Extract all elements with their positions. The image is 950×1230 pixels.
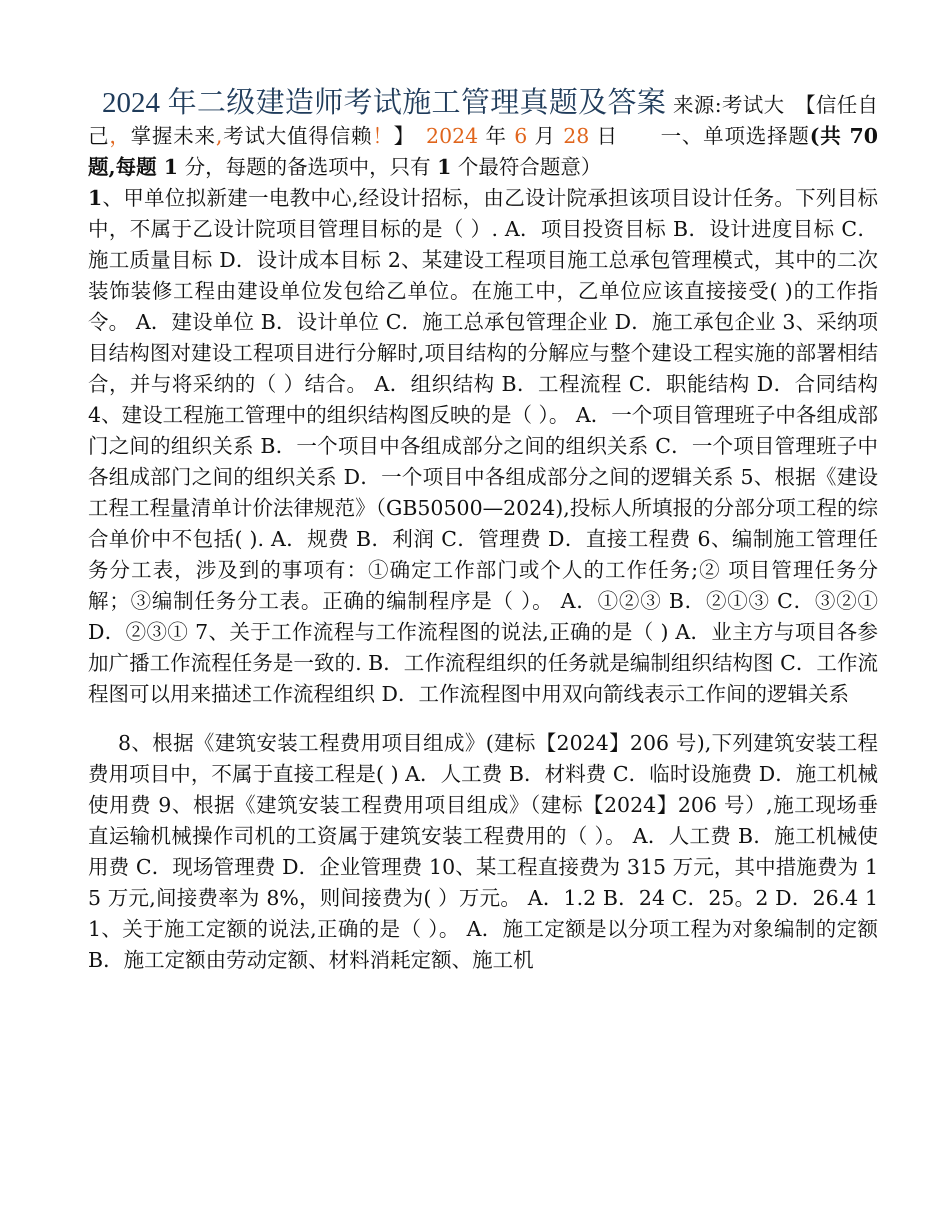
date-year: 2024: [426, 124, 479, 148]
question-score: 1: [163, 155, 179, 179]
date-year-char: 年: [478, 124, 515, 148]
slogan-comma: ，: [109, 124, 131, 148]
best-option-count: 1: [437, 155, 452, 179]
slogan-exclamation: ！: [372, 124, 394, 148]
source-site: 考试大: [721, 93, 785, 117]
document-title: 2024 年二级建造师考试施工管理真题及答案: [102, 87, 667, 119]
date-day-char: 日: [589, 124, 618, 148]
date-month: 6: [514, 124, 528, 148]
section-one-paren: (共: [809, 124, 850, 148]
slogan-open: 【信任自己: [88, 93, 879, 148]
slogan-comma-2: ,: [215, 124, 223, 148]
question-count: 70: [849, 124, 879, 148]
question-1-number: 1: [88, 186, 103, 210]
source-label: 来源:: [673, 93, 722, 117]
date-day: 28: [563, 124, 590, 148]
slogan-rest: 考试大值得信赖: [222, 124, 373, 148]
date-month-char: 月: [527, 124, 564, 148]
questions-1-7-text: 、甲单位拟新建一电教中心,经设计招标，由乙设计院承担该项目设计任务。下列目标中，不属于乙设计院项目管理目标的是（ ）. A．项目投资目标 B．设计进度目标 C．施工质量目标 D．设计成本目标 2、某建设工程项目施工总承包管理模式，其中的二次装饰装修工程由建设单位发包给乙单位。在施工中，乙单位应该直接接受( )的工作指令。 A．建设单位 B．设计单位 C．施工总承包管理企业 D．施工承包企业 3、采纳项目结构图对建设工程项目进行分解时,项目结构的分解应与整个建设工程实施的部署相结合，并与将采纳的（ ）结合。 A．组织结构 B．工程流程 C．职能结构 D．合同结构 4、建设工程施工管理中的组织结构图反映的是（ ）。 A．一个项目管理班子中各组成部门之间的组织关系 B．一个项目中各组成部分之间的组织关系 C．一个项目管理班子中各组成部门之间的组织关系 D．一个项目中各组成部分之间的逻辑关系 5、根据《建设工程工程量清单计价法律规范》（GB50500—2024),投标人所填报的分部分项工程的综合单价中不包括( ). A．规费 B．利润 C．管理费 D．直接工程费 6、编制施工管理任务分工表，涉及到的事项有：①确定工作部门或个人的工作任务;② 项目管理任务分解；③编制任务分工表。正确的编制程序是（ ）。 A．①②③ B．②①③ C．③②① D．②③① 7、关于工作流程与工作流程图的说法,正确的是（ ) A．业主方与项目各参加广播工作流程任务是一致的. B．工作流程组织的任务就是编制组织结构图 C．工作流程图可以用来描述工作流程组织 D．工作流程图中用双向箭线表示工作间的逻辑关系: [88, 186, 878, 706]
document-header-paragraph: [88, 88, 878, 710]
section-one-end: 个最符合题意）: [451, 155, 602, 179]
section-one-mid: 题,每题: [88, 155, 164, 179]
section-one-mid2: 分，每题的备选项中，只有: [178, 155, 438, 179]
section-one-label: 一、单项选择题: [660, 124, 810, 148]
questions-8-11-paragraph: 8、根据《建筑安装工程费用项目组成》(建标【2024】206 号),下列建筑安装工程费用项目中，不属于直接工程是( ) A．人工费 B．材料费 C．临时设施费 D．施工机械使用费 9、根据《建筑安装工程费用项目组成》（建标【2024】206 号）,施工现场垂直运输机械操作司机的工资属于建筑安装工程费用的（ ）。 A．人工费 B．施工机械使用费 C．现场管理费 D．企业管理费 10、某工程直接费为 315 万元，其中措施费为 15 万元,间接费率为 8%，则间接费为( ）万元。 A．1.2 B．24 C．25。2 D．26.4 11、关于施工定额的说法,正确的是（ ）。 A．施工定额是以分项工程为对象编制的定额 B．施工定额由劳动定额、材料消耗定额、施工机: [88, 731, 878, 972]
slogan-mid: 掌握未来: [130, 124, 216, 148]
slogan-close: 】: [393, 124, 405, 148]
